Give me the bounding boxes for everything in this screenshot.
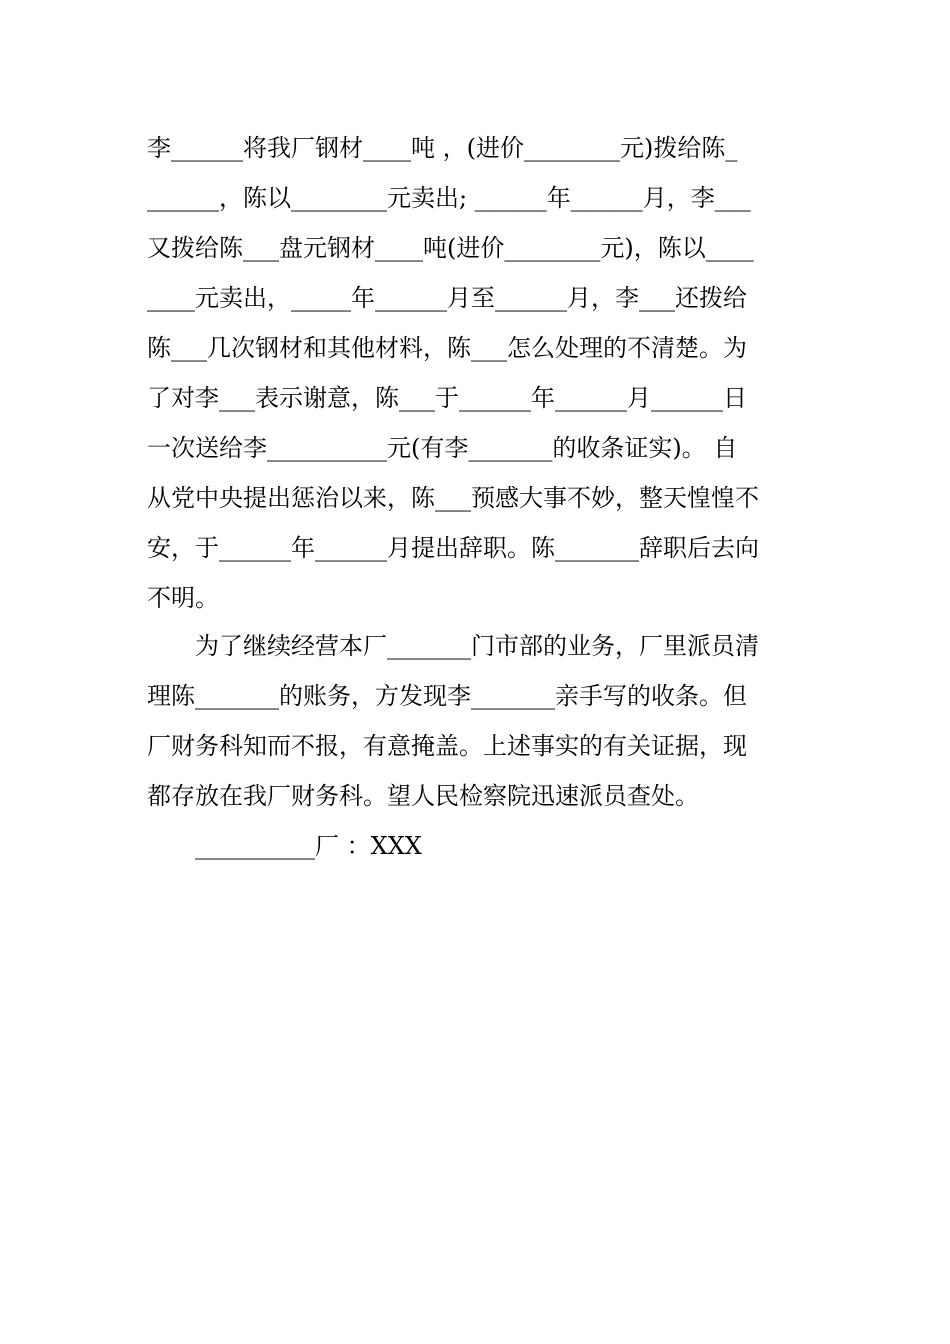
body-text-line: ____元卖出，_____年______月至______月，李___还拨给 (147, 284, 747, 312)
body-text-line: 从党中央提出惩治以来，陈___预感大事不妙，整天惶惶不 (147, 484, 759, 512)
body-text-line: 厂财务科知而不报，有意掩盖。上述事实的有关证据，现 (147, 732, 747, 760)
signature-line: __________厂 ：XXX (195, 832, 422, 860)
body-text-line: 了对李___表示谢意，陈___于______年______月______日 (147, 384, 747, 412)
body-text-line: 都存放在我厂财务科。望人民检察院迅速派员查处。 (147, 782, 699, 810)
paragraph-first-line: 为了继续经营本厂_______门市部的业务，厂里派员清 (195, 632, 759, 660)
body-text-line: 一次送给李__________元(有李_______的收条证实)。 自 (147, 434, 738, 462)
body-text-line: 又拨给陈___盘元钢材____吨(进价________元)，陈以____ (147, 234, 754, 262)
body-text-line: 李______将我厂钢材____吨 ，(进价________元)拨给陈_ (147, 134, 738, 162)
body-text-line: 不明。 (147, 584, 219, 612)
body-text-line: 陈___几次钢材和其他材料，陈___怎么处理的不清楚。为 (147, 334, 747, 362)
body-text-line: ______，陈以________元卖出; ______年______月，李___ (147, 184, 751, 212)
body-text-line: 理陈_______的账务，方发现李_______亲手写的收条。但 (147, 682, 747, 710)
body-text-line: 安，于______年______月提出辞职。陈_______辞职后去向 (147, 534, 759, 562)
